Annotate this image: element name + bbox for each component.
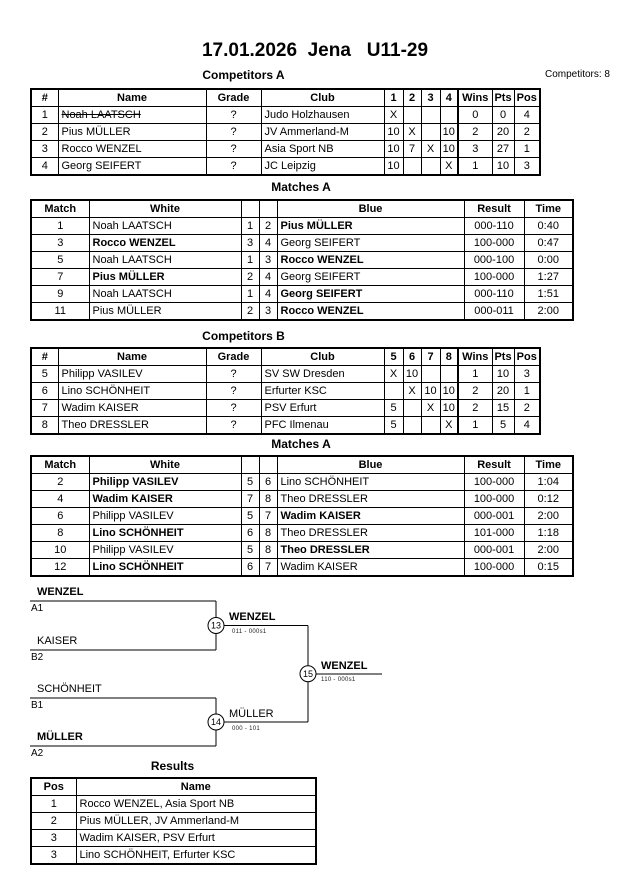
bracket-score-sf2: 000 - 101 — [232, 726, 261, 732]
match-time: 2:00 — [524, 303, 573, 321]
competitor-grade: ? — [206, 158, 261, 176]
col-header: 3 — [421, 89, 440, 107]
competitor-name: Theo DRESSLER — [58, 417, 206, 435]
header-row — [31, 456, 573, 474]
col-header: Club — [261, 348, 384, 366]
competitor-grade: ? — [206, 107, 261, 124]
result-pos: 3 — [31, 847, 76, 865]
match-time: 0:15 — [524, 559, 573, 577]
blue-seed: 2 — [259, 218, 277, 235]
grid-cell: 5 — [384, 417, 403, 435]
match-number: 2 — [31, 474, 89, 491]
white-seed: 3 — [241, 235, 259, 252]
white-seed: 1 — [241, 218, 259, 235]
section-heading-competitors-b: Competitors B — [202, 329, 285, 343]
bracket-seed-name: KAISER — [37, 635, 78, 647]
blue-name: Theo DRESSLER — [277, 491, 464, 508]
grid-cell: 10 — [440, 383, 458, 400]
table-row — [31, 400, 540, 417]
bracket-winner-sf2: MÜLLER — [229, 708, 274, 720]
section-heading-matches-b: Matches A — [271, 437, 331, 451]
bracket-winner-sf1: WENZEL — [229, 611, 276, 623]
col-header: Club — [261, 89, 384, 107]
blue-name: Rocco WENZEL — [277, 252, 464, 269]
blue-name: Georg SEIFERT — [277, 286, 464, 303]
blue-seed: 4 — [259, 286, 277, 303]
match-time: 2:00 — [524, 542, 573, 559]
bracket-score-sf1: 011 - 000s1 — [232, 629, 267, 635]
match-row — [31, 269, 573, 286]
pts-cell: 0 — [492, 107, 514, 124]
grid-cell: X — [440, 158, 458, 176]
pos-cell: 3 — [514, 158, 540, 176]
col-header: Grade — [206, 348, 261, 366]
match-number: 7 — [31, 269, 89, 286]
col-header: Match — [31, 456, 89, 474]
match-row — [31, 474, 573, 491]
grid-cell — [421, 417, 440, 435]
competitor-number: 4 — [31, 158, 58, 176]
col-header: Time — [524, 456, 573, 474]
matches-b-table — [30, 455, 574, 577]
pos-cell: 3 — [514, 366, 540, 383]
col-header: White — [89, 200, 241, 218]
header-row — [31, 348, 540, 366]
pos-cell: 4 — [514, 417, 540, 435]
competitor-club: SV SW Dresden — [261, 366, 384, 383]
grid-cell: 10 — [384, 124, 403, 141]
bracket-seed-code: A2 — [31, 748, 44, 759]
match-time: 1:18 — [524, 525, 573, 542]
match-number: 6 — [31, 508, 89, 525]
grid-cell — [421, 107, 440, 124]
bracket-seed-code: B1 — [31, 700, 44, 711]
competitor-number: 6 — [31, 383, 58, 400]
col-header: 2 — [403, 89, 421, 107]
competitor-name: Noah LAATSCH — [58, 107, 206, 124]
competitor-name: Georg SEIFERT — [58, 158, 206, 176]
competitor-name: Wadim KAISER — [58, 400, 206, 417]
match-row — [31, 252, 573, 269]
pos-cell: 2 — [514, 124, 540, 141]
blue-name: Theo DRESSLER — [277, 525, 464, 542]
competitor-grade: ? — [206, 141, 261, 158]
competitors-b-table — [30, 347, 541, 435]
blue-seed: 3 — [259, 252, 277, 269]
competitor-number: 5 — [31, 366, 58, 383]
bracket-seed-name: SCHÖNHEIT — [37, 683, 102, 695]
white-name: Philipp VASILEV — [89, 474, 241, 491]
match-result: 000-001 — [464, 542, 524, 559]
section-heading-matches-a: Matches A — [271, 180, 331, 194]
col-header: Blue — [277, 200, 464, 218]
col-header: 1 — [384, 89, 403, 107]
white-seed: 5 — [241, 542, 259, 559]
competitor-club: PSV Erfurt — [261, 400, 384, 417]
match-result: 000-110 — [464, 286, 524, 303]
white-seed: 5 — [241, 508, 259, 525]
match-row — [31, 491, 573, 508]
col-header — [259, 456, 277, 474]
pts-cell: 5 — [492, 417, 514, 435]
competitor-number: 2 — [31, 124, 58, 141]
pts-cell: 20 — [492, 124, 514, 141]
competitor-grade: ? — [206, 366, 261, 383]
grid-cell: X — [440, 417, 458, 435]
col-header: Name — [76, 778, 316, 796]
match-result: 101-000 — [464, 525, 524, 542]
match-time: 0:12 — [524, 491, 573, 508]
match-number: 5 — [31, 252, 89, 269]
white-name: Noah LAATSCH — [89, 286, 241, 303]
pts-cell: 10 — [492, 158, 514, 176]
white-name: Lino SCHÖNHEIT — [89, 559, 241, 577]
col-header: Pos — [514, 348, 540, 366]
wins-cell: 2 — [458, 383, 492, 400]
result-pos: 3 — [31, 830, 76, 847]
col-header: 4 — [440, 89, 458, 107]
white-seed: 6 — [241, 559, 259, 577]
col-header: 7 — [421, 348, 440, 366]
match-result: 100-000 — [464, 559, 524, 577]
match-row — [31, 508, 573, 525]
white-seed: 1 — [241, 286, 259, 303]
col-header: Wins — [458, 89, 492, 107]
table-row — [31, 141, 540, 158]
bracket-seed-code: A1 — [31, 603, 44, 614]
wins-cell: 1 — [458, 366, 492, 383]
table-row — [31, 417, 540, 435]
blue-name: Wadim KAISER — [277, 508, 464, 525]
blue-name: Wadim KAISER — [277, 559, 464, 577]
result-row — [31, 813, 316, 830]
result-row — [31, 847, 316, 865]
wins-cell: 2 — [458, 124, 492, 141]
wins-cell: 0 — [458, 107, 492, 124]
result-pos: 1 — [31, 796, 76, 813]
col-header: White — [89, 456, 241, 474]
match-row — [31, 542, 573, 559]
grid-cell — [403, 158, 421, 176]
blue-name: Pius MÜLLER — [277, 218, 464, 235]
competitor-club: Judo Holzhausen — [261, 107, 384, 124]
pos-cell: 1 — [514, 141, 540, 158]
white-name: Noah LAATSCH — [89, 252, 241, 269]
competitor-club: Erfurter KSC — [261, 383, 384, 400]
competitor-name: Pius MÜLLER — [58, 124, 206, 141]
match-circle-14-number: 14 — [210, 717, 222, 727]
grid-cell — [421, 158, 440, 176]
result-row — [31, 796, 316, 813]
competitor-grade: ? — [206, 417, 261, 435]
col-header: Pos — [514, 89, 540, 107]
match-number: 9 — [31, 286, 89, 303]
col-header — [241, 456, 259, 474]
blue-seed: 8 — [259, 525, 277, 542]
result-pos: 2 — [31, 813, 76, 830]
pts-cell: 15 — [492, 400, 514, 417]
match-number: 3 — [31, 235, 89, 252]
header-row — [31, 200, 573, 218]
competitor-club: JC Leipzig — [261, 158, 384, 176]
match-time: 1:51 — [524, 286, 573, 303]
match-result: 000-110 — [464, 218, 524, 235]
white-name: Philipp VASILEV — [89, 542, 241, 559]
grid-cell — [403, 400, 421, 417]
grid-cell — [421, 366, 440, 383]
white-name: Philipp VASILEV — [89, 508, 241, 525]
grid-cell: X — [384, 107, 403, 124]
white-seed: 2 — [241, 303, 259, 321]
grid-cell: X — [403, 124, 421, 141]
match-circle-15-number: 15 — [302, 668, 314, 679]
match-number: 8 — [31, 525, 89, 542]
competitor-club: JV Ammerland-M — [261, 124, 384, 141]
grid-cell: X — [384, 366, 403, 383]
competitors-a-table — [30, 88, 541, 176]
blue-seed: 8 — [259, 542, 277, 559]
col-header: Pts — [492, 348, 514, 366]
pos-cell: 1 — [514, 383, 540, 400]
col-header — [259, 200, 277, 218]
match-time: 2:00 — [524, 508, 573, 525]
match-number: 10 — [31, 542, 89, 559]
table-row — [31, 383, 540, 400]
col-header: 8 — [440, 348, 458, 366]
competitor-name: Philipp VASILEV — [58, 366, 206, 383]
col-header: Result — [464, 200, 524, 218]
grid-cell — [421, 124, 440, 141]
bracket-seed-name: MÜLLER — [37, 731, 83, 743]
section-heading-competitors-a: Competitors A — [202, 68, 285, 82]
blue-seed: 4 — [259, 235, 277, 252]
wins-cell: 1 — [458, 417, 492, 435]
grid-cell: 10 — [384, 158, 403, 176]
col-header: Time — [524, 200, 573, 218]
competitor-club: PFC Ilmenau — [261, 417, 384, 435]
grid-cell: 10 — [384, 141, 403, 158]
blue-seed: 4 — [259, 269, 277, 286]
competitor-name: Lino SCHÖNHEIT — [58, 383, 206, 400]
competitor-number: 8 — [31, 417, 58, 435]
white-name: Rocco WENZEL — [89, 235, 241, 252]
white-seed: 5 — [241, 474, 259, 491]
wins-cell: 3 — [458, 141, 492, 158]
pts-cell: 20 — [492, 383, 514, 400]
grid-cell — [440, 107, 458, 124]
col-header: Blue — [277, 456, 464, 474]
col-header: Grade — [206, 89, 261, 107]
competitor-number: 3 — [31, 141, 58, 158]
grid-cell: 10 — [440, 400, 458, 417]
col-header: Name — [58, 89, 206, 107]
wins-cell: 2 — [458, 400, 492, 417]
competitors-count: Competitors: 8 — [544, 69, 610, 80]
match-time: 0:00 — [524, 252, 573, 269]
match-row — [31, 303, 573, 321]
col-header: Match — [31, 200, 89, 218]
competitor-grade: ? — [206, 383, 261, 400]
match-time: 0:47 — [524, 235, 573, 252]
col-header: # — [31, 348, 58, 366]
competitor-grade: ? — [206, 124, 261, 141]
result-row — [31, 830, 316, 847]
white-seed: 2 — [241, 269, 259, 286]
white-seed: 6 — [241, 525, 259, 542]
match-number: 11 — [31, 303, 89, 321]
matches-a-table — [30, 199, 574, 321]
result-name: Pius MÜLLER, JV Ammerland-M — [76, 813, 316, 830]
competitor-number: 1 — [31, 107, 58, 124]
col-header: Pos — [31, 778, 76, 796]
blue-seed: 3 — [259, 303, 277, 321]
match-result: 000-001 — [464, 508, 524, 525]
match-result: 100-000 — [464, 491, 524, 508]
competitor-grade: ? — [206, 400, 261, 417]
match-number: 12 — [31, 559, 89, 577]
col-header: Pts — [492, 89, 514, 107]
match-number: 1 — [31, 218, 89, 235]
match-result: 000-011 — [464, 303, 524, 321]
white-seed: 7 — [241, 491, 259, 508]
col-header: 5 — [384, 348, 403, 366]
match-row — [31, 235, 573, 252]
grid-cell — [403, 107, 421, 124]
table-row — [31, 158, 540, 176]
match-circle-13-number: 13 — [210, 620, 222, 631]
wins-cell: 1 — [458, 158, 492, 176]
grid-cell: X — [421, 141, 440, 158]
blue-name: Lino SCHÖNHEIT — [277, 474, 464, 491]
pts-cell: 10 — [492, 366, 514, 383]
grid-cell: 5 — [384, 400, 403, 417]
col-header: 6 — [403, 348, 421, 366]
bracket-winner-final: WENZEL — [321, 660, 368, 672]
grid-cell: 10 — [440, 141, 458, 158]
table-row — [31, 107, 540, 124]
white-seed: 1 — [241, 252, 259, 269]
col-header — [241, 200, 259, 218]
result-name: Wadim KAISER, PSV Erfurt — [76, 830, 316, 847]
competitor-number: 7 — [31, 400, 58, 417]
header-row — [31, 778, 316, 796]
bracket-seed-name: WENZEL — [37, 586, 84, 598]
pts-cell: 27 — [492, 141, 514, 158]
col-header: # — [31, 89, 58, 107]
grid-cell — [403, 417, 421, 435]
pos-cell: 2 — [514, 400, 540, 417]
col-header: Name — [58, 348, 206, 366]
table-row — [31, 124, 540, 141]
table-row — [31, 366, 540, 383]
grid-cell: 10 — [440, 124, 458, 141]
grid-cell — [384, 383, 403, 400]
grid-cell — [440, 366, 458, 383]
match-row — [31, 218, 573, 235]
bracket-seed-code: B2 — [31, 652, 44, 663]
white-name: Wadim KAISER — [89, 491, 241, 508]
match-row — [31, 286, 573, 303]
header-row — [31, 89, 540, 107]
pos-cell: 4 — [514, 107, 540, 124]
white-name: Lino SCHÖNHEIT — [89, 525, 241, 542]
blue-name: Georg SEIFERT — [277, 269, 464, 286]
col-header: Result — [464, 456, 524, 474]
page-title: 17.01.2026 Jena U11-29 — [201, 40, 429, 61]
blue-seed: 7 — [259, 508, 277, 525]
blue-seed: 6 — [259, 474, 277, 491]
match-row — [31, 525, 573, 542]
match-time: 0:40 — [524, 218, 573, 235]
result-name: Lino SCHÖNHEIT, Erfurter KSC — [76, 847, 316, 865]
grid-cell: X — [403, 383, 421, 400]
grid-cell: 10 — [421, 383, 440, 400]
blue-name: Rocco WENZEL — [277, 303, 464, 321]
match-result: 100-000 — [464, 235, 524, 252]
blue-seed: 7 — [259, 559, 277, 577]
section-heading-results: Results — [150, 759, 195, 773]
competitor-club: Asia Sport NB — [261, 141, 384, 158]
grid-cell: X — [421, 400, 440, 417]
match-time: 1:04 — [524, 474, 573, 491]
bracket-score-final: 110 - 000s1 — [321, 677, 356, 683]
competitor-name: Rocco WENZEL — [58, 141, 206, 158]
white-name: Pius MÜLLER — [89, 303, 241, 321]
match-result: 100-000 — [464, 474, 524, 491]
white-name: Noah LAATSCH — [89, 218, 241, 235]
results-table — [30, 777, 317, 865]
match-time: 1:27 — [524, 269, 573, 286]
result-name: Rocco WENZEL, Asia Sport NB — [76, 796, 316, 813]
blue-seed: 8 — [259, 491, 277, 508]
grid-cell: 10 — [403, 366, 421, 383]
match-row — [31, 559, 573, 577]
match-result: 100-000 — [464, 269, 524, 286]
grid-cell: 7 — [403, 141, 421, 158]
match-number: 4 — [31, 491, 89, 508]
match-result: 000-100 — [464, 252, 524, 269]
white-name: Pius MÜLLER — [89, 269, 241, 286]
blue-name: Georg SEIFERT — [277, 235, 464, 252]
col-header: Wins — [458, 348, 492, 366]
blue-name: Theo DRESSLER — [277, 542, 464, 559]
